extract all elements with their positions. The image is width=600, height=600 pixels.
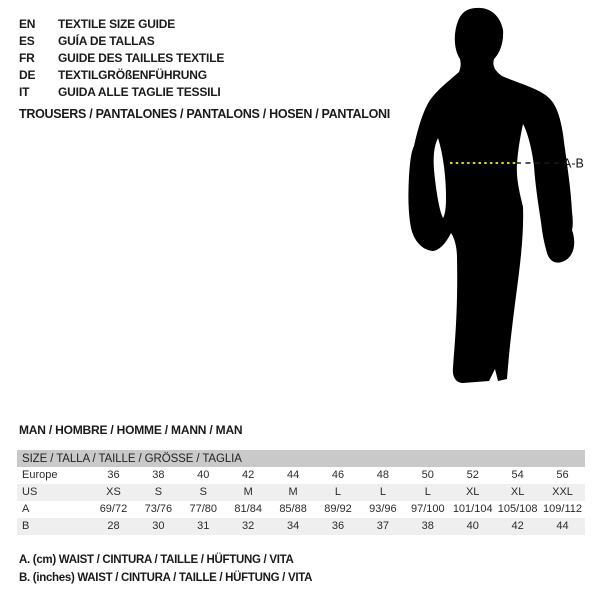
language-code: ES [19, 34, 35, 48]
silhouette-shape [408, 8, 574, 383]
language-label: TEXTILE SIZE GUIDE [58, 17, 176, 31]
cell: L [379, 486, 386, 498]
language-label: GUIDE DES TAILLES TEXTILE [58, 51, 225, 65]
measurement-notes [19, 551, 312, 587]
language-code: IT [19, 85, 30, 99]
table-row-us [17, 484, 585, 501]
cell: 85/88 [279, 503, 307, 515]
cell: 37 [376, 520, 390, 532]
size-table-header: SIZE / TALLA / TAILLE / GRÖSSE / TAGLIA [17, 450, 585, 467]
row-label: Europe [22, 469, 58, 481]
cell: 56 [556, 469, 569, 481]
cell: S [199, 486, 207, 498]
cell: 42 [242, 469, 255, 481]
cell: 40 [466, 520, 479, 532]
language-label: GUÍA DE TALLAS [58, 34, 155, 48]
cell: XL [465, 486, 480, 498]
cell: 44 [286, 469, 300, 481]
language-row-de [19, 67, 224, 84]
row-label: A [22, 503, 30, 515]
cell: 105/108 [497, 503, 538, 515]
cell: 89/92 [324, 503, 352, 515]
cell: 48 [376, 469, 390, 481]
cell: M [243, 486, 253, 498]
cell: 97/100 [410, 503, 445, 515]
cell: 44 [556, 520, 569, 532]
cell: 40 [197, 469, 210, 481]
cell: XL [510, 486, 525, 498]
size-table [17, 450, 585, 535]
language-list [19, 16, 224, 101]
language-label: TEXTILGRÖßENFÜHRUNG [58, 68, 207, 82]
language-row-fr [19, 50, 224, 67]
cell: 46 [331, 469, 345, 481]
row-label: B [22, 520, 30, 532]
cell: 77/80 [189, 503, 218, 515]
cell: 93/96 [369, 503, 397, 515]
language-row-it [19, 84, 224, 101]
cell: 30 [152, 520, 165, 532]
cell: 31 [197, 520, 210, 532]
note-b-inches: B. (inches) WAIST / CINTURA / TAILLE / HÜFTUNG / VITA [19, 572, 313, 584]
language-code: FR [19, 51, 35, 65]
cell: 54 [511, 469, 524, 481]
language-row-es [19, 33, 224, 50]
cell: 101/104 [452, 503, 493, 515]
cell: 73/76 [144, 503, 173, 515]
cell: 28 [107, 520, 120, 532]
man-silhouette-figure [400, 0, 600, 430]
table-row-europe [17, 467, 585, 484]
cell: 42 [511, 520, 524, 532]
cell: 52 [466, 469, 479, 481]
cell: 38 [421, 520, 434, 532]
table-row-b-inches [17, 518, 585, 535]
cell: 36 [331, 520, 345, 532]
language-code: EN [19, 17, 36, 31]
cell: 36 [107, 469, 120, 481]
language-row-en [19, 16, 224, 33]
cell: 32 [242, 520, 255, 532]
language-label: GUIDA ALLE TAGLIE TESSILI [58, 85, 221, 99]
cell: 81/84 [234, 503, 262, 515]
cell: XS [106, 486, 121, 498]
size-table-header-row [17, 450, 585, 467]
table-row-a-cm [17, 501, 585, 518]
cell: M [288, 486, 298, 498]
waist-measure-label: A-B [563, 156, 584, 171]
cell: 34 [286, 520, 300, 532]
cell: 50 [421, 469, 434, 481]
cell: S [154, 486, 163, 498]
cell: XXL [552, 486, 573, 498]
cell: 69/72 [99, 503, 128, 515]
cell: L [334, 486, 342, 498]
row-label: US [22, 486, 38, 498]
note-a-cm: A. (cm) WAIST / CINTURA / TAILLE / HÜFTUNG / VITA [19, 554, 294, 566]
cell: 109/112 [543, 503, 582, 515]
section-title-man: MAN / HOMBRE / HOMME / MANN / MAN [19, 423, 243, 437]
cell: L [424, 486, 431, 498]
language-code: DE [19, 68, 36, 82]
man-silhouette-svg [400, 0, 600, 430]
cell: 38 [152, 469, 165, 481]
garment-title: TROUSERS / PANTALONES / PANTALONS / HOSEN / PANTALONI [19, 107, 390, 121]
